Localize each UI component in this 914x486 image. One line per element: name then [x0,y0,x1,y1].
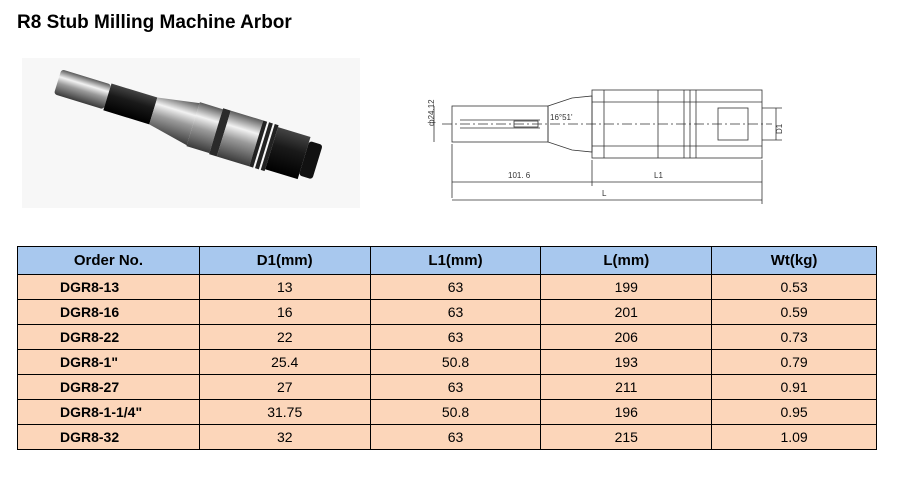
arbor-photo [22,58,360,208]
wt-cell: 0.79 [712,350,877,375]
l-cell: 199 [541,275,712,300]
table-row [18,350,877,375]
l1-cell: 63 [370,325,541,350]
table-header-row [18,247,877,275]
column-header: L1(mm) [370,247,541,275]
d1-cell: 13 [199,275,370,300]
table-row [18,300,877,325]
column-header: Order No. [18,247,200,275]
wt-cell: 0.53 [712,275,877,300]
wt-cell: 0.59 [712,300,877,325]
table-row [18,375,877,400]
dim-length-label: 101. 6 [508,171,531,180]
l-cell: 206 [541,325,712,350]
table-row [18,400,877,425]
l1-cell: 63 [370,425,541,450]
dim-l1-label: L1 [654,171,663,180]
page-title: R8 Stub Milling Machine Arbor [17,12,292,33]
wt-cell: 0.91 [712,375,877,400]
spec-table [17,246,877,450]
order-no-cell: DGR8-1" [18,350,200,375]
order-no-cell: DGR8-32 [18,425,200,450]
table-row [18,275,877,300]
wt-cell: 1.09 [712,425,877,450]
l-cell: 211 [541,375,712,400]
d1-cell: 16 [199,300,370,325]
wt-cell: 0.95 [712,400,877,425]
technical-drawing [422,78,792,208]
order-no-cell: DGR8-27 [18,375,200,400]
column-header: Wt(kg) [712,247,877,275]
table-row [18,325,877,350]
l1-cell: 63 [370,300,541,325]
l1-cell: 63 [370,375,541,400]
order-no-cell: DGR8-1-1/4" [18,400,200,425]
column-header: D1(mm) [199,247,370,275]
dim-diameter-label: ф24.12 [427,99,436,126]
d1-cell: 25.4 [199,350,370,375]
wt-cell: 0.73 [712,325,877,350]
column-header: L(mm) [541,247,712,275]
order-no-cell: DGR8-22 [18,325,200,350]
dim-angle-label: 16°51' [550,113,573,122]
dim-d1-label: D1 [775,123,784,134]
d1-cell: 22 [199,325,370,350]
order-no-cell: DGR8-16 [18,300,200,325]
l1-cell: 50.8 [370,400,541,425]
d1-cell: 27 [199,375,370,400]
l-cell: 193 [541,350,712,375]
d1-cell: 32 [199,425,370,450]
l1-cell: 63 [370,275,541,300]
dim-l-label: L [602,189,607,198]
l-cell: 201 [541,300,712,325]
l-cell: 215 [541,425,712,450]
l1-cell: 50.8 [370,350,541,375]
table-row [18,425,877,450]
d1-cell: 31.75 [199,400,370,425]
order-no-cell: DGR8-13 [18,275,200,300]
l-cell: 196 [541,400,712,425]
